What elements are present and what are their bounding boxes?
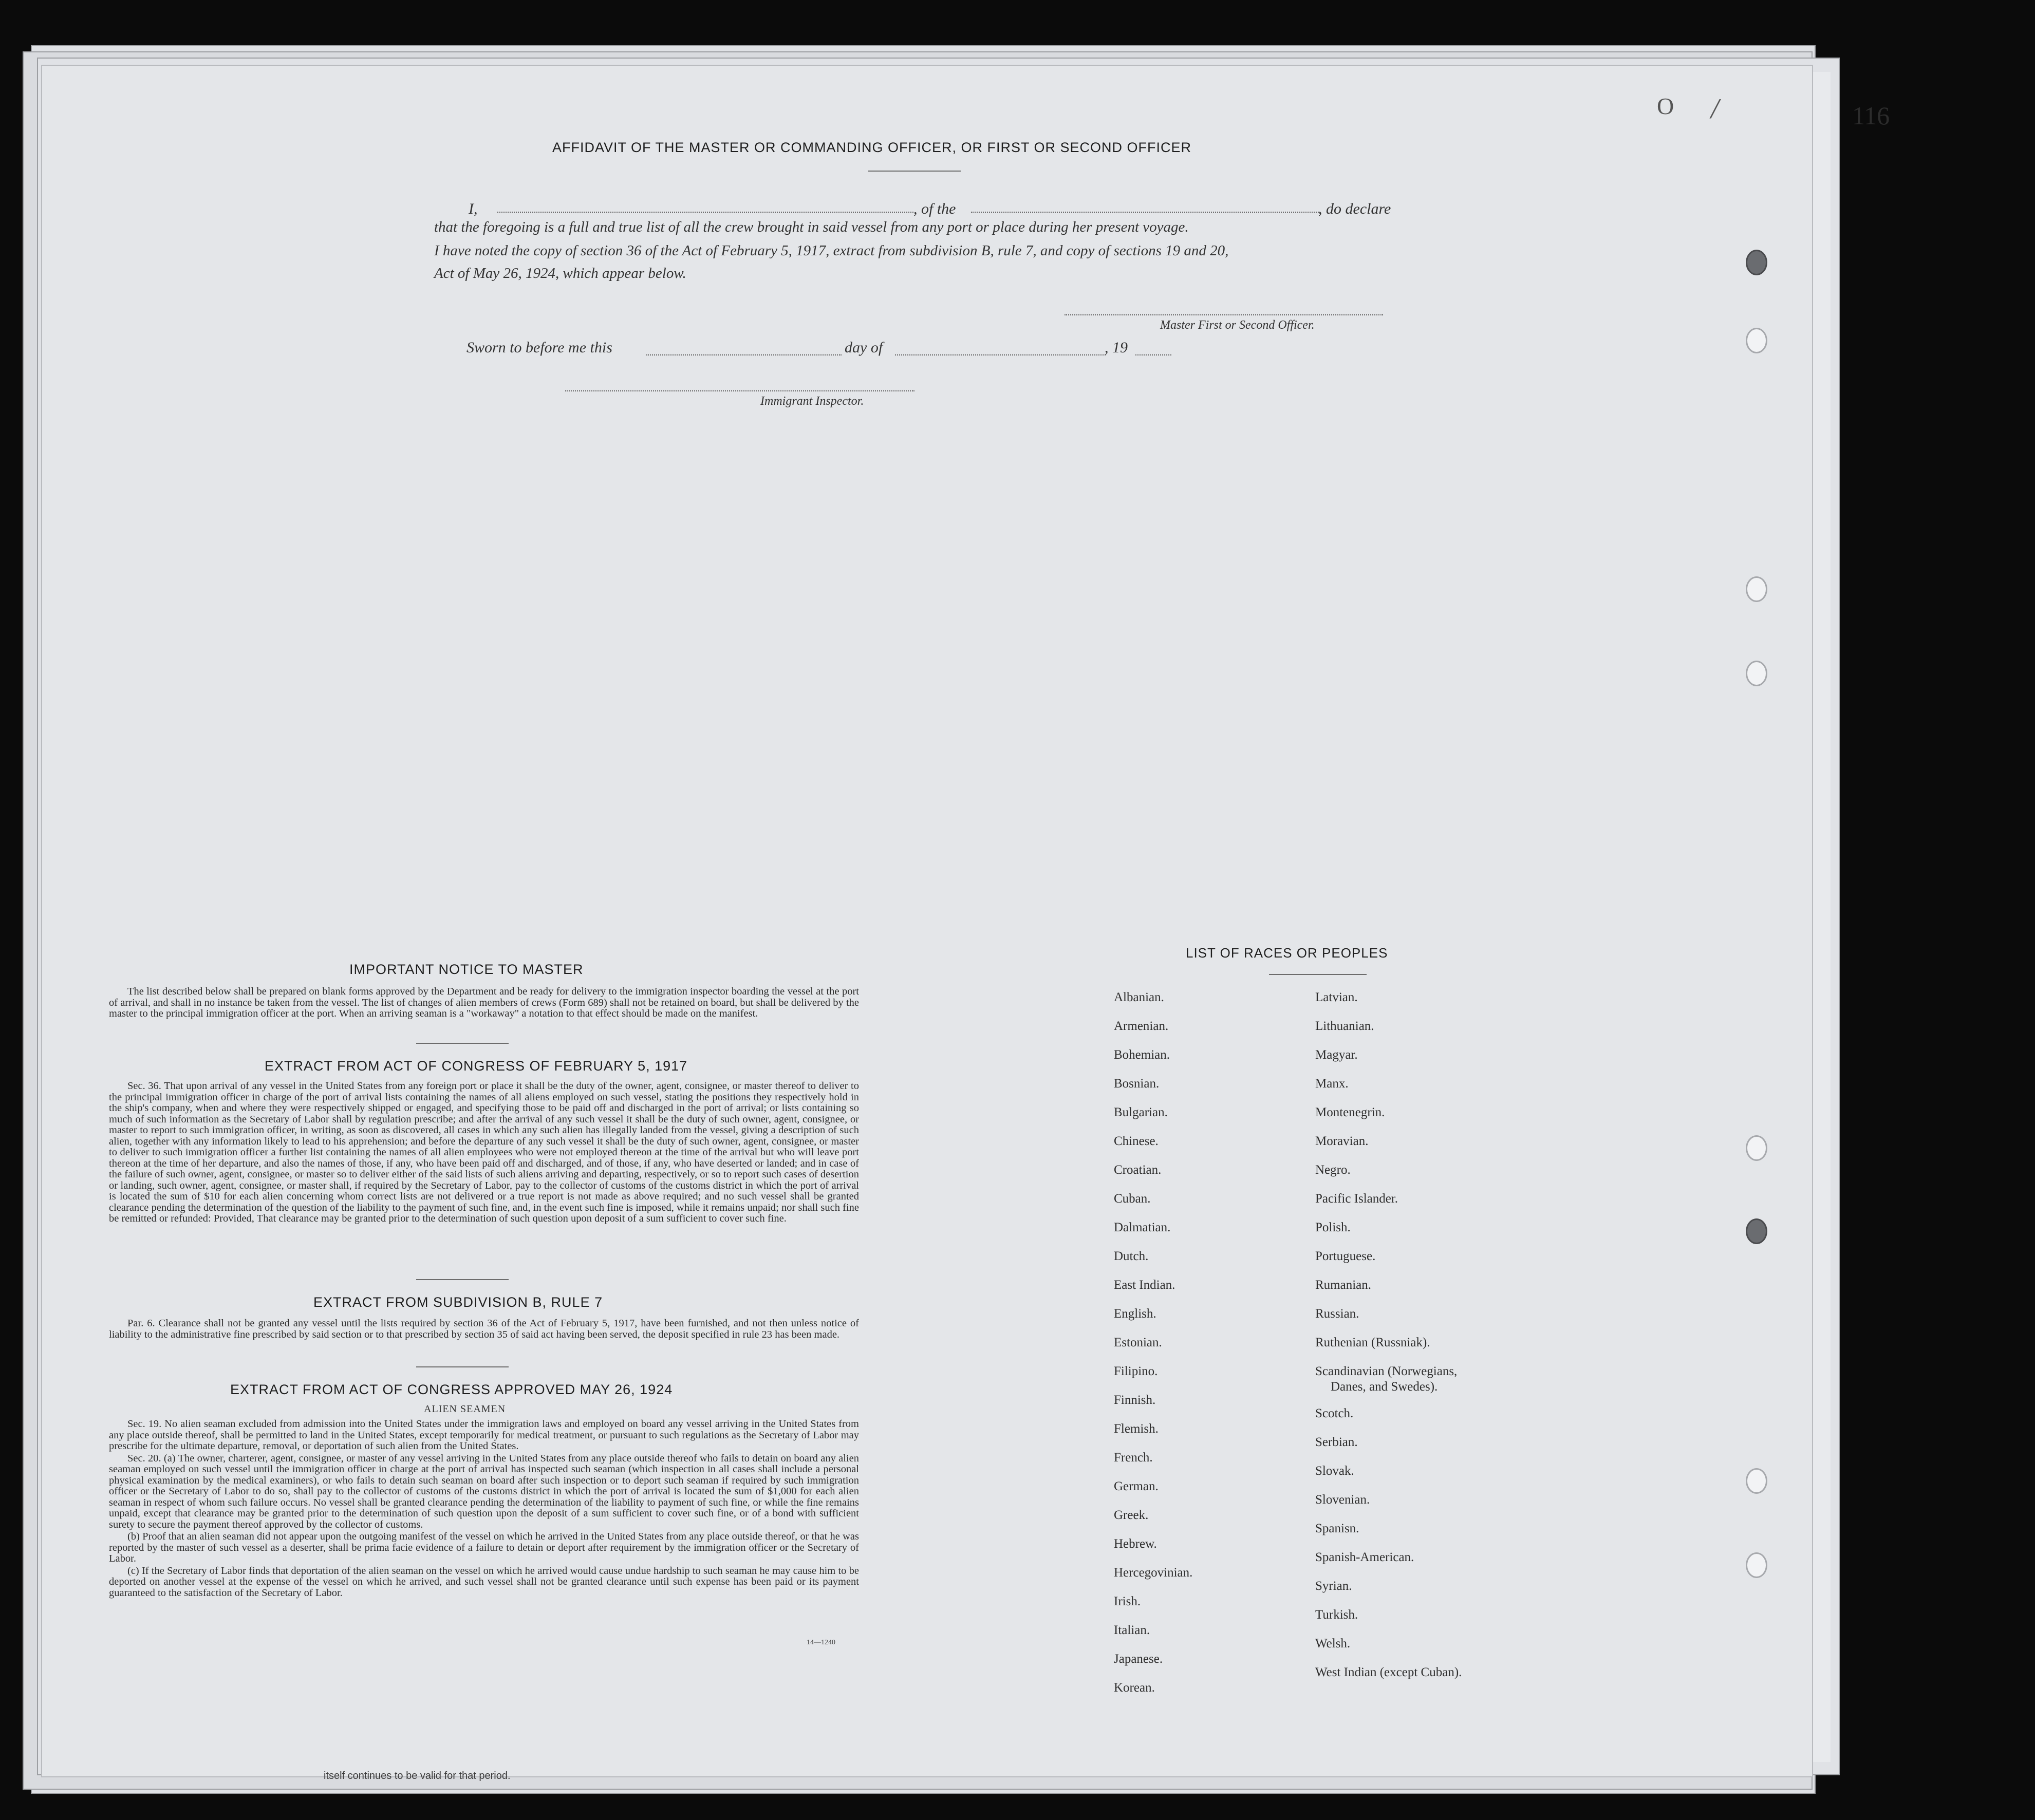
notice-title: IMPORTANT NOTICE TO MASTER — [349, 962, 584, 977]
affidavit-i: I, — [469, 200, 478, 217]
notice-paragraph: The list described below shall be prepared on blank forms approved by the Department and be ready for delivery to the immigration inspector boarding the vessel at the port of arrival, and shall in no instance be taken from the vessel. The list of changes of alien members of crews (Form 689) shall not be retained on board, but shall be delivered by the master to the principal immigration officer at the port. When an arriving seaman is a "workaway" a notation to that effect should be made on the manifest. — [109, 986, 859, 1019]
extract-1917-paragraph: Sec. 36. That upon arrival of any vessel in the United States from any foreign port or place it shall be the duty of the owner, agent, consignee, or master thereof to deliver to the principal immigration officer in charge of the port of arrival lists containing the names of all aliens employed on such vessel, stating the positions they respectively hold in the ship's company, when and where they were respectively shipped or engaged, and specifying those to be paid off and discharged in the port of arrival; or lists containing so much of such information as the Secretary of Labor shall by regulation prescribe; and after the arrival of any such vessel it shall be the duty of such owner, agent, consignee, or master to report to such immigration officer, in writing, as soon as discovered, all cases in which any such alien has illegally landed from the vessel, giving a description of such alien, together with any information likely to lead to his apprehension; and before the departure of any such vessel it shall be the duty of such owner, agent, consignee, or master to deliver to such immigration officer a further list containing the names of all alien employees who were not employed thereon at the time of the arrival but who will leave port thereon at the time of her departure, and also the names of those, if any, who have been paid off and discharged, and of those, if any, who have deserted or landed; and in case of the failure of such owner, agent, consignee, or master so to deliver either of the said lists of such aliens arriving and departing, respectively, or so to report such cases of desertion or landing, such owner, agent, consignee, or master shall, if required by the Secretary of Labor, pay to the collector of customs of the customs district in which the port of arrival is located the sum of $10 for each alien concerning whom correct lists are not delivered or a true report is not made as above required; and no such vessel shall be granted clearance pending the determination of the question of the liability to the payment of such fine, and, in the event such fine is imposed, while it remains unpaid; nor shall such fine be remitted or refunded: Provided, That clearance may be granted prior to the determination of such question upon deposit of a sum sufficient to cover such fine. — [109, 1080, 859, 1224]
race-item: Manx. — [1315, 1077, 1349, 1091]
margin-mark: / — [1711, 93, 1719, 125]
race-item: German. — [1114, 1479, 1159, 1493]
sworn-month-blank[interactable] — [895, 354, 1106, 355]
race-item: Croatian. — [1114, 1163, 1162, 1177]
punch-hole — [1746, 328, 1767, 353]
extract-1924-subtitle: ALIEN SEAMEN — [424, 1403, 506, 1415]
race-item: Italian. — [1114, 1623, 1150, 1637]
race-item: Magyar. — [1315, 1048, 1358, 1062]
punch-hole — [1746, 250, 1767, 275]
extract-rule7-title: EXTRACT FROM SUBDIVISION B, RULE 7 — [313, 1294, 603, 1310]
race-item: Serbian. — [1315, 1435, 1358, 1449]
race-item: Cuban. — [1114, 1192, 1151, 1206]
sworn-year-blank[interactable] — [1135, 354, 1171, 355]
race-item: Rumanian. — [1315, 1278, 1372, 1292]
race-item: Lithuanian. — [1315, 1019, 1374, 1033]
race-item: Hebrew. — [1114, 1537, 1157, 1551]
races-divider — [1269, 974, 1367, 975]
races-title: LIST OF RACES OR PEOPLES — [1186, 945, 1388, 961]
margin-mark: O — [1657, 93, 1674, 119]
vessel-blank[interactable] — [971, 212, 1320, 213]
punch-hole — [1746, 1218, 1767, 1244]
inspector-signature-label: Immigrant Inspector. — [760, 395, 864, 408]
race-item: Scotch. — [1315, 1406, 1354, 1420]
extract-1917-title: EXTRACT FROM ACT OF CONGRESS OF FEBRUARY 5, 1917 — [265, 1058, 688, 1074]
affidavit-of-the: , of the — [913, 200, 956, 217]
race-item: Moravian. — [1315, 1134, 1369, 1148]
name-blank[interactable] — [497, 212, 913, 213]
race-item: Bohemian. — [1114, 1048, 1170, 1062]
race-item: French. — [1114, 1451, 1153, 1465]
notice-text — [109, 986, 859, 1021]
race-item: Negro. — [1315, 1163, 1351, 1177]
extract-1924-text — [109, 1419, 859, 1600]
inspector-signature-line[interactable] — [565, 390, 914, 391]
section-divider — [416, 1366, 509, 1367]
day-of-text: day of — [845, 339, 883, 356]
race-item: Finnish. — [1114, 1393, 1156, 1407]
race-item: East Indian. — [1114, 1278, 1175, 1292]
race-item: Latvian. — [1315, 990, 1358, 1004]
affidavit-line-4: Act of May 26, 1924, which appear below. — [434, 265, 686, 282]
race-item: Estonian. — [1114, 1336, 1162, 1349]
affidavit-line-3: I have noted the copy of section 36 of the Act of February 5, 1917, extract from subdivision B, rule 7, and copy of sections 19 and 20, — [434, 242, 1229, 259]
race-item: Syrian. — [1315, 1579, 1352, 1593]
race-item: Bulgarian. — [1114, 1105, 1168, 1119]
race-item: Spanisn. — [1315, 1522, 1359, 1535]
race-item: Ruthenian (Russniak). — [1315, 1336, 1430, 1349]
race-item: Slovak. — [1315, 1464, 1354, 1478]
race-item: West Indian (except Cuban). — [1315, 1665, 1462, 1679]
race-item: Korean. — [1114, 1681, 1155, 1695]
punch-hole — [1746, 1552, 1767, 1578]
punch-hole — [1746, 661, 1767, 686]
race-item: Spanish-American. — [1315, 1550, 1414, 1564]
punch-hole — [1746, 1468, 1767, 1494]
affidavit-line-2: that the foregoing is a full and true list of all the crew brought in said vessel from any port or place during her present voyage. — [434, 219, 1189, 235]
affidavit-do-declare: , do declare — [1318, 200, 1391, 217]
race-item: Polish. — [1315, 1221, 1351, 1234]
race-item: Bosnian. — [1114, 1077, 1160, 1091]
page-number: 116 — [1852, 101, 1890, 130]
underlying-page-text: itself continues to be valid for that period. — [324, 1770, 511, 1781]
affidavit-title: AFFIDAVIT OF THE MASTER OR COMMANDING OFFICER, OR FIRST OR SECOND OFFICER — [552, 140, 1192, 155]
extract-rule7-paragraph: Par. 6. Clearance shall not be granted any vessel until the lists required by section 36 of the Act of February 5, 1917, have been furnished, and not then unless notice of liability to the administrative fine prescribed by said section or to that prescribed by section 35 of said act having been served, the deposit specified in rule 23 has been made. — [109, 1318, 859, 1340]
race-item: Welsh. — [1315, 1637, 1351, 1650]
year-prefix: , 19 — [1105, 339, 1128, 356]
form-code: 14—1240 — [807, 1639, 835, 1646]
master-signature-label: Master First or Second Officer. — [1160, 318, 1315, 332]
race-item: Scandinavian (Norwegians, — [1315, 1364, 1458, 1378]
extract-1924-paragraph: (c) If the Secretary of Labor finds that deportation of the alien seaman on the vessel on which he arrived would cause undue hardship to such seaman he may cause him to be deported on another vessel at the expense of the vessel on which he arrived, and such vessel shall not be granted clearance until such expense has been paid or its payment guaranteed to the satisfaction of the Secretary of Labor. — [109, 1565, 859, 1599]
race-item: Portuguese. — [1315, 1249, 1376, 1263]
punch-hole — [1746, 1135, 1767, 1161]
extract-1917-text — [109, 1081, 859, 1226]
race-item: Hercegovinian. — [1114, 1566, 1193, 1580]
extract-rule7-text — [109, 1318, 859, 1341]
sworn-text: Sworn to before me this — [466, 339, 612, 356]
section-divider — [416, 1043, 509, 1044]
race-item: English. — [1114, 1307, 1156, 1321]
race-item: Japanese. — [1114, 1652, 1163, 1666]
punch-hole — [1746, 576, 1767, 602]
race-item: Slovenian. — [1315, 1493, 1370, 1507]
race-item: Armenian. — [1114, 1019, 1169, 1033]
section-divider — [416, 1279, 509, 1280]
underlying-page-scrap — [36, 1767, 627, 1798]
race-item: Filipino. — [1114, 1364, 1158, 1378]
race-item: Pacific Islander. — [1315, 1192, 1398, 1206]
master-signature-line[interactable] — [1065, 314, 1383, 315]
race-item: Russian. — [1315, 1307, 1359, 1321]
race-item: Albanian. — [1114, 990, 1164, 1004]
race-item: Montenegrin. — [1315, 1105, 1385, 1119]
race-item: Dalmatian. — [1114, 1221, 1171, 1234]
race-item: Turkish. — [1315, 1608, 1358, 1622]
race-item: Danes, and Swedes). — [1331, 1380, 1438, 1394]
extract-1924-paragraph: (b) Proof that an alien seaman did not appear upon the outgoing manifest of the vessel on which he arrived in the United States from any place outside thereof, or that he was reported by the master of such vessel as a deserter, shall be prima facie evidence of a failure to detain or deport after requirement by the immigration officer or the Secretary of Labor. — [109, 1531, 859, 1564]
race-item: Greek. — [1114, 1508, 1149, 1522]
title-divider — [868, 171, 961, 172]
extract-1924-paragraph: Sec. 20. (a) The owner, charterer, agent, consignee, or master of any vessel arriving in the United States from any place outside thereof who fails to detain on board any alien seaman employed on such vessel until the immigration officer in charge at the port of arrival has inspected such seaman (which inspection in all cases shall include a personal physical examination by the medical examiners), or who fails to detain such seaman on board after such inspection or to deport such seaman if required by such immigration officer or the Secretary of Labor to do so, shall pay to the collector of customs of the customs district in which the port of arrival is located the sum of $1,000 for each alien seaman in respect of whom such failure occurs. No vessel shall be granted clearance pending the determination of the liability to payment of such fine, or while the fine remains unpaid, except that clearance may be granted prior to the determination of such question upon the deposit of a sum sufficient to cover such fine, or of a bond with sufficient surety to secure the payment thereof approved by the collector of customs. — [109, 1452, 859, 1530]
race-item: Chinese. — [1114, 1134, 1159, 1148]
race-item: Irish. — [1114, 1594, 1141, 1608]
race-item: Flemish. — [1114, 1422, 1159, 1436]
race-item: Dutch. — [1114, 1249, 1149, 1263]
extract-1924-title: EXTRACT FROM ACT OF CONGRESS APPROVED MAY 26, 1924 — [230, 1382, 673, 1397]
extract-1924-paragraph: Sec. 19. No alien seaman excluded from admission into the United States under the immigration laws and employed on board any vessel arriving in the United States from any place outside thereof, shall be permitted to land in the United States, except temporarily for medical treatment, or pursuant to such regulations as the Secretary of Labor may prescribe for the ultimate departure, removal, or deportation of such alien from the United States. — [109, 1418, 859, 1452]
sworn-day-blank[interactable] — [646, 354, 842, 355]
